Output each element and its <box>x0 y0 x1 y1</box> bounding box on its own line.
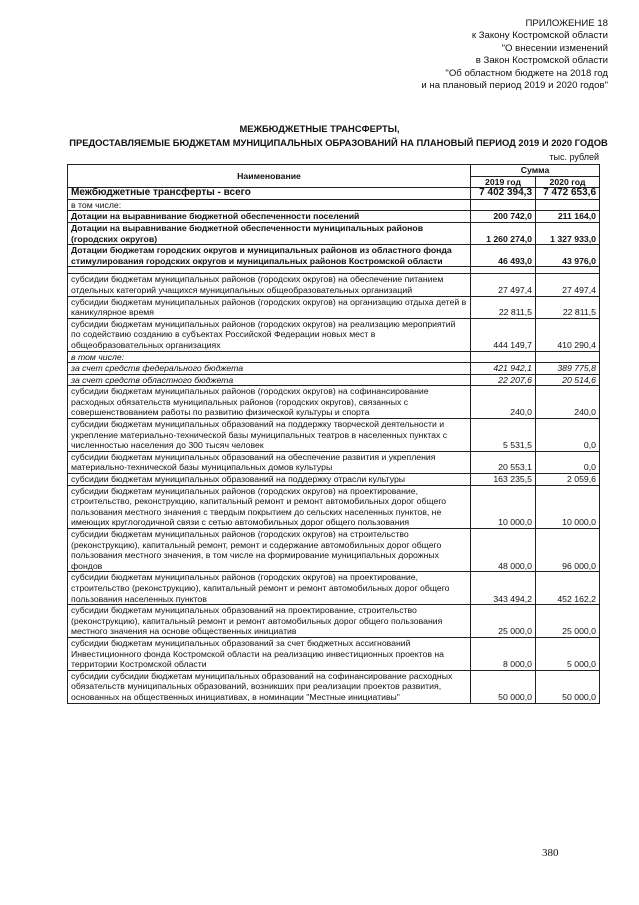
table-row <box>68 670 600 703</box>
table-row <box>68 296 600 318</box>
row-name-cell: субсидии субсидии бюджетам муниципальных образований на софинансирование расходных обязательств муниципальных образований, возникших при реализации проектов развития, основанных на общественных инициативах, в номинации "Местные инициативы" <box>68 670 471 703</box>
row-value-2019 <box>471 351 536 363</box>
table-row <box>68 351 600 363</box>
document-title <box>0 122 639 149</box>
row-value-2019: 22 207,6 <box>471 374 536 386</box>
row-name-cell: в том числе: <box>68 199 471 211</box>
row-name-cell: субсидии бюджетам муниципальных районов (городских округов) на организацию отдыха детей в каникулярное время <box>68 296 471 318</box>
row-value-2019: 48 000,0 <box>471 529 536 572</box>
table-row <box>68 485 600 528</box>
row-name-cell: субсидии бюджетам муниципальных образований на обеспечение развития и укрепления материально-технической базы муниципальных домов культуры <box>68 451 471 473</box>
row-name-cell: субсидии бюджетам муниципальных образований на поддержку отрасли культуры <box>68 474 471 486</box>
title-line-2: ПРЕДОСТАВЛЯЕМЫЕ БЮДЖЕТАМ МУНИЦИПАЛЬНЫХ ОБРАЗОВАНИЙ НА ПЛАНОВЫЙ ПЕРИОД 2019 И 2020 ГОДОВ <box>69 136 608 148</box>
row-value-2019: 7 402 394,3 <box>471 188 536 200</box>
row-name-cell: за счет средств федерального бюджета <box>68 363 471 375</box>
table-row <box>68 474 600 486</box>
row-name-cell <box>68 267 471 274</box>
row-name-cell: субсидии бюджетам муниципальных образований на поддержку творческой деятельности и укрепление материально-технической базы муниципальных театров в населенных пунктах с численностью населения до 300 тысяч человек <box>68 419 471 452</box>
row-value-2020: 240,0 <box>536 386 600 419</box>
row-value-2020: 410 290,4 <box>536 318 600 351</box>
row-value-2020: 43 976,0 <box>536 245 600 267</box>
row-value-2019: 10 000,0 <box>471 485 536 528</box>
row-value-2020: 25 000,0 <box>536 605 600 638</box>
row-name-cell: субсидии бюджетам муниципальных районов (городских округов) на софинансирование расходных обязательств муниципальных районов (городских округов), связанных с совершенствованием работы по развитию физической культуры и спорта <box>68 386 471 419</box>
row-value-2019: 444 149,7 <box>471 318 536 351</box>
table-row <box>68 374 600 386</box>
table-row <box>68 188 600 200</box>
row-value-2019: 163 235,5 <box>471 474 536 486</box>
row-value-2020: 10 000,0 <box>536 485 600 528</box>
row-value-2019: 421 942,1 <box>471 363 536 375</box>
row-name-cell: Дотации на выравнивание бюджетной обеспеченности поселений <box>68 211 471 223</box>
row-name-cell: субсидии бюджетам муниципальных районов (городских округов) на реализацию мероприятий по содействию созданию в субъектах Российской Федерации новых мест в общеобразовательных организациях <box>68 318 471 351</box>
title-line-1: МЕЖБЮДЖЕТНЫЕ ТРАНСФЕРТЫ, <box>239 123 400 134</box>
table-row <box>68 274 600 296</box>
appendix-line: и на плановый период 2019 и 2020 годов" <box>421 80 608 92</box>
appendix-line: "О внесении изменений <box>501 42 608 54</box>
row-value-2020: 20 514,6 <box>536 374 600 386</box>
row-value-2019: 240,0 <box>471 386 536 419</box>
header-name: Наименование <box>68 165 471 188</box>
table-row <box>68 451 600 473</box>
row-name-cell: Дотации на выравнивание бюджетной обеспеченности муниципальных районов (городских округов) <box>68 222 471 244</box>
row-name-cell: субсидии бюджетам муниципальных образований на проектирование, строительство (реконструкцию), капитальный ремонт и ремонт автомобильных дорог общего пользования местного значения на основе общественных инициатив <box>68 605 471 638</box>
appendix-block <box>421 18 608 92</box>
page-number: 380 <box>542 847 559 859</box>
row-name-cell: субсидии бюджетам муниципальных районов (городских округов) на проектирование, строительство (реконструкцию), капитальный ремонт и ремонт автомобильных дорог общего пользования населенных пунктов <box>68 572 471 605</box>
row-value-2020: 1 327 933,0 <box>536 222 600 244</box>
row-name-cell: субсидии бюджетам муниципальных образований за счет бюджетных ассигнований Инвестиционного фонда Костромской области на реализацию инвестиционных проектов на территории Костромской области <box>68 637 471 670</box>
unit-label: тыс. рублей <box>549 152 599 162</box>
table-row <box>68 267 600 274</box>
table-row <box>68 572 600 605</box>
row-name-cell: субсидии бюджетам муниципальных районов (городских округов) на обеспечение питанием отдельных категорий учащихся муниципальных общеобразовательных организаций <box>68 274 471 296</box>
table-body <box>68 188 600 703</box>
table-row <box>68 222 600 244</box>
row-value-2020 <box>536 267 600 274</box>
row-value-2020: 389 775,8 <box>536 363 600 375</box>
row-value-2019: 46 493,0 <box>471 245 536 267</box>
table-row <box>68 529 600 572</box>
table-row <box>68 199 600 211</box>
row-value-2020: 7 472 653,6 <box>536 188 600 200</box>
row-value-2020: 50 000,0 <box>536 670 600 703</box>
row-value-2019: 27 497,4 <box>471 274 536 296</box>
table-row <box>68 211 600 223</box>
row-value-2019: 25 000,0 <box>471 605 536 638</box>
row-name-cell: за счет средств областного бюджета <box>68 374 471 386</box>
table-row <box>68 605 600 638</box>
row-name-cell: субсидии бюджетам муниципальных районов (городских округов) на проектирование, строительство, реконструкцию, капитальный ремонт и ремонт автомобильных дорог общего пользования местного значения с твердым покрытием до сельских населенных пунктов, не имеющих круглогодичной связи с сетью автомобильных дорог общего пользования <box>68 485 471 528</box>
row-name-cell: в том числе: <box>68 351 471 363</box>
table-row <box>68 363 600 375</box>
row-value-2020 <box>536 351 600 363</box>
row-name-cell: субсидии бюджетам муниципальных районов (городских округов) на строительство (реконструкцию), капитальный ремонт, ремонт и содержание автомобильных дорог общего пользования местного значения, в том числе на формирование муниципальных дорожных фондов <box>68 529 471 572</box>
row-value-2020: 211 164,0 <box>536 211 600 223</box>
appendix-line: к Закону Костромской области <box>471 30 608 42</box>
header-sum: Сумма <box>471 165 600 177</box>
row-value-2019 <box>471 267 536 274</box>
row-value-2019: 20 553,1 <box>471 451 536 473</box>
appendix-line: ПРИЛОЖЕНИЕ 18 <box>525 18 608 29</box>
row-value-2019: 200 742,0 <box>471 211 536 223</box>
table-row <box>68 386 600 419</box>
row-value-2020: 452 162,2 <box>536 572 600 605</box>
row-value-2020: 0,0 <box>536 451 600 473</box>
header-year-2020: 2020 год <box>536 176 600 188</box>
row-value-2020: 5 000,0 <box>536 637 600 670</box>
row-value-2019: 1 260 274,0 <box>471 222 536 244</box>
appendix-line: в Закон Костромской области <box>475 55 608 67</box>
row-name-cell: Дотации бюджетам городских округов и муниципальных районов из областного фонда стимулирования городских округов и муниципальных районов Костромской области <box>68 245 471 267</box>
header-year-2019: 2019 год <box>471 176 536 188</box>
row-value-2019: 22 811,5 <box>471 296 536 318</box>
row-value-2020: 27 497,4 <box>536 274 600 296</box>
row-value-2020: 2 059,6 <box>536 474 600 486</box>
row-value-2019: 343 494,2 <box>471 572 536 605</box>
row-value-2019: 50 000,0 <box>471 670 536 703</box>
row-value-2020: 96 000,0 <box>536 529 600 572</box>
row-name-cell: Межбюджетные трансферты - всего <box>68 188 471 200</box>
row-value-2020: 0,0 <box>536 419 600 452</box>
table-row <box>68 245 600 267</box>
row-value-2019: 5 531,5 <box>471 419 536 452</box>
row-value-2020: 22 811,5 <box>536 296 600 318</box>
appendix-line: "Об областном бюджете на 2018 год <box>445 67 608 79</box>
table-row <box>68 419 600 452</box>
row-value-2019: 8 000,0 <box>471 637 536 670</box>
row-value-2020 <box>536 199 600 211</box>
transfers-table <box>67 164 600 704</box>
table-row <box>68 318 600 351</box>
table-row <box>68 637 600 670</box>
row-value-2019 <box>471 199 536 211</box>
